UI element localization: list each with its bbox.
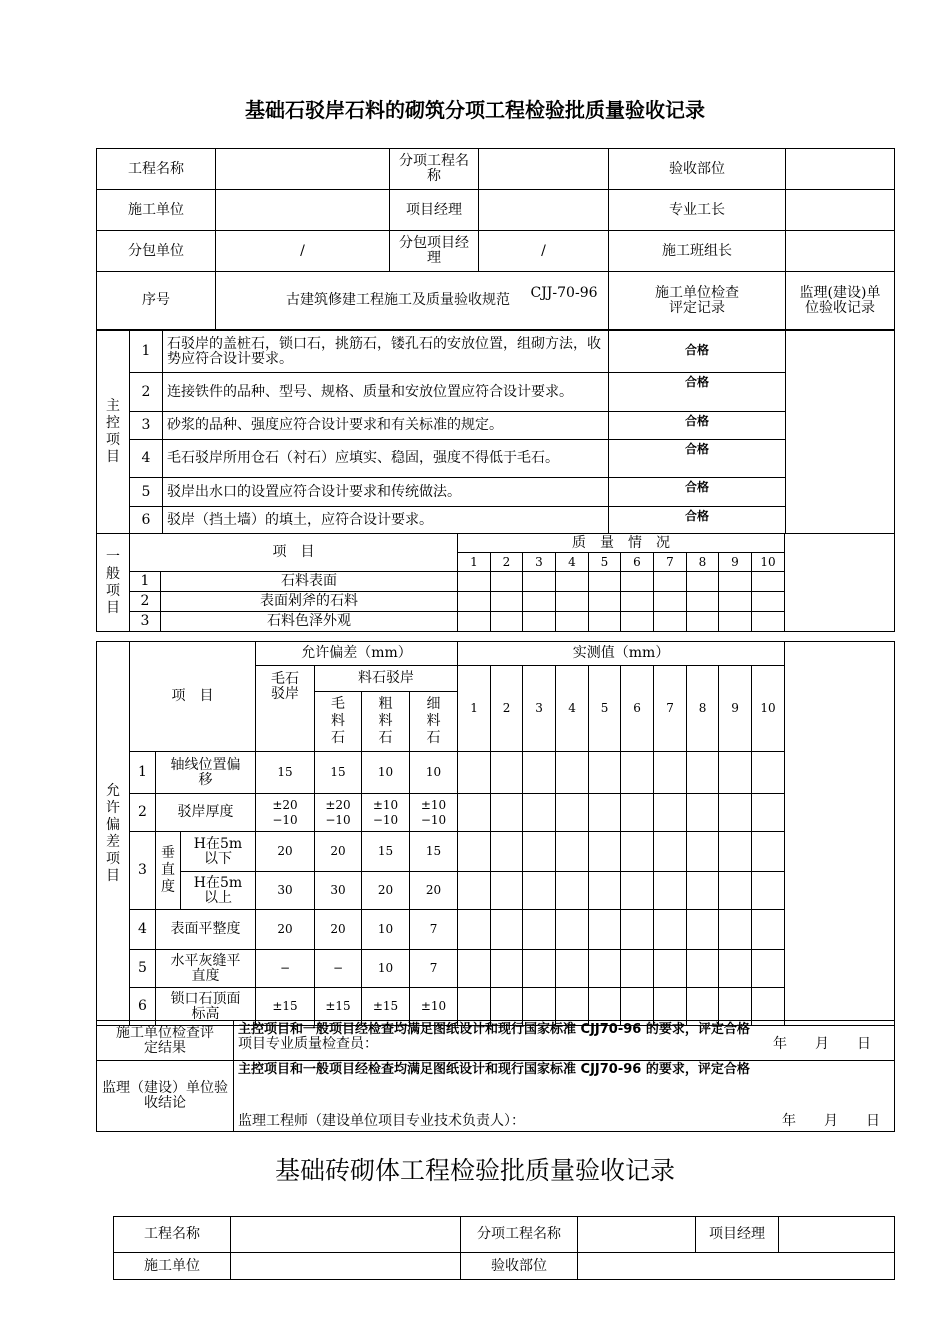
tolerance-v1: 20 — [256, 910, 315, 950]
quality-label: 质 量 情 况 — [458, 534, 785, 553]
standard-header — [216, 272, 609, 330]
project-manager-label: 项目经理 — [390, 190, 479, 231]
measured-col: 8 — [687, 666, 719, 752]
measured-col: 7 — [654, 666, 687, 752]
fine-label: 细料石 — [410, 692, 458, 752]
second-acceptance-part-value[interactable] — [578, 1253, 895, 1280]
tolerance-table — [96, 641, 895, 1026]
tolerance-v2: ±20 −10 — [315, 794, 362, 832]
main-item-text: 毛石驳岸所用仓石（衬石）应填实、稳固，强度不得低于毛石。 — [163, 440, 609, 478]
main-item-no: 4 — [130, 440, 163, 478]
quality-col: 3 — [523, 553, 556, 572]
main-control-table — [96, 330, 895, 534]
allow-label: 允许偏差（mm） — [256, 642, 458, 666]
tolerance-row-no: 4 — [130, 910, 156, 950]
tolerance-label: 允许偏差项目 — [97, 642, 130, 1026]
general-item-no: 3 — [130, 612, 161, 632]
tolerance-v1: ±15 — [256, 988, 315, 1026]
quality-col: 7 — [654, 553, 687, 572]
tolerance-row-no: 6 — [130, 988, 156, 1026]
vertical-label: 垂直度 — [156, 832, 181, 910]
general-supervision-record[interactable] — [785, 534, 895, 632]
supervision-result-label: 监理（建设）单位验收结论 — [97, 1061, 234, 1132]
construction-check-label: 施工单位检查评定记录 — [609, 272, 786, 330]
quality-col: 8 — [687, 553, 719, 572]
tolerance-v4: ±10 −10 — [410, 794, 458, 832]
sub-project-value[interactable] — [479, 149, 609, 190]
tolerance-row-name: 水平灰缝平直度 — [156, 950, 256, 988]
quality-col: 9 — [719, 553, 752, 572]
tolerance-v3: 20 — [362, 872, 410, 910]
tolerance-v4: 7 — [410, 910, 458, 950]
main-item-no: 2 — [130, 373, 163, 412]
second-acceptance-part-label: 验收部位 — [461, 1253, 578, 1280]
project-name-value[interactable] — [216, 149, 390, 190]
general-label: 一般项目 — [97, 534, 130, 632]
tolerance-v3: 10 — [362, 950, 410, 988]
tolerance-v2: 15 — [315, 752, 362, 794]
subcontract-manager-value[interactable]: / — [479, 231, 609, 272]
second-construction-unit-value[interactable] — [231, 1253, 461, 1280]
tolerance-item-label: 项 目 — [130, 642, 256, 752]
professional-foreman-label: 专业工长 — [609, 190, 786, 231]
main-supervision-record[interactable] — [786, 331, 895, 534]
main-item-no: 1 — [130, 331, 163, 373]
main-item-no: 3 — [130, 412, 163, 440]
tolerance-row-no: 3 — [130, 832, 156, 910]
tolerance-v4: 20 — [410, 872, 458, 910]
tolerance-v3: ±15 — [362, 988, 410, 1026]
second-project-manager-value[interactable] — [779, 1217, 895, 1253]
tolerance-v4: 10 — [410, 752, 458, 794]
construction-date: 年 月 日 — [773, 1036, 871, 1052]
tolerance-v1: ±20 −10 — [256, 794, 315, 832]
tolerance-v2: 20 — [315, 910, 362, 950]
quality-col: 6 — [621, 553, 654, 572]
tolerance-v4: 15 — [410, 832, 458, 872]
team-leader-value[interactable] — [786, 231, 895, 272]
measured-label: 实测值（mm） — [458, 642, 785, 666]
supervision-result-text: 主控项目和一般项目经检查均满足图纸设计和现行国家标准 CJJ70-96 的要求，评定合格 — [238, 1062, 750, 1077]
tolerance-v2: 20 — [315, 832, 362, 872]
main-item-no: 6 — [130, 507, 163, 534]
subcontract-unit-label: 分包单位 — [97, 231, 216, 272]
tolerance-row-name: 轴线位置偏移 — [156, 752, 256, 794]
quality-col: 2 — [491, 553, 523, 572]
tolerance-v4: 7 — [410, 950, 458, 988]
second-table — [113, 1216, 895, 1280]
main-item-no: 5 — [130, 478, 163, 507]
second-sub-project-value[interactable] — [578, 1217, 696, 1253]
construction-unit-value[interactable] — [216, 190, 390, 231]
second-project-name-value[interactable] — [231, 1217, 461, 1253]
tolerance-row-name: 驳岸厚度 — [156, 794, 256, 832]
tolerance-v1: 30 — [256, 872, 315, 910]
standard-label: 古建筑修建工程施工及质量验收规范 — [286, 292, 510, 308]
tolerance-v3: ±10 −10 — [362, 794, 410, 832]
sub-project-label: 分项工程名称 — [390, 149, 479, 190]
result-table — [96, 1020, 895, 1132]
team-leader-label: 施工班组长 — [609, 231, 786, 272]
tolerance-v2: − — [315, 950, 362, 988]
main-item-text: 连接铁件的品种、型号、规格、质量和安放位置应符合设计要求。 — [163, 373, 609, 412]
tolerance-row-name: H在5m以下 — [181, 832, 256, 872]
tolerance-v3: 10 — [362, 752, 410, 794]
supervision-result-cell[interactable] — [234, 1061, 895, 1132]
measured-col: 1 — [458, 666, 491, 752]
construction-result-text: 主控项目和一般项目经检查均满足图纸设计和现行国家标准 CJJ70-96 的要求，评定合格 — [238, 1022, 750, 1037]
tolerance-v3: 10 — [362, 910, 410, 950]
tolerance-v2: 30 — [315, 872, 362, 910]
coarse2-label: 粗料石 — [362, 692, 410, 752]
quality-col: 5 — [589, 553, 621, 572]
tolerance-v1: 20 — [256, 832, 315, 872]
acceptance-part-value[interactable] — [786, 149, 895, 190]
supervisor-label: 监理工程师（建设单位项目专业技术负责人）： — [238, 1113, 525, 1129]
quality-col: 10 — [752, 553, 785, 572]
main-item-text: 驳岸出水口的设置应符合设计要求和传统做法。 — [163, 478, 609, 507]
construction-result-cell[interactable] — [234, 1021, 895, 1061]
tolerance-row-no: 1 — [130, 752, 156, 794]
main-item-result[interactable]: 合格 — [609, 373, 786, 412]
tolerance-v3: 15 — [362, 832, 410, 872]
tolerance-row-no: 5 — [130, 950, 156, 988]
measured-col: 10 — [752, 666, 785, 752]
main-item-result[interactable]: 合格 — [609, 478, 786, 507]
measured-col: 2 — [491, 666, 523, 752]
page-title: 基础石驳岸石料的砌筑分项工程检验批质量验收记录 — [245, 98, 705, 122]
coarse1-label: 毛料石 — [315, 692, 362, 752]
tolerance-v1: − — [256, 950, 315, 988]
main-item-text: 石驳岸的盖桩石，锁口石，挑筋石，镂孔石的安放位置，组砌方法，收势应符合设计要求。 — [163, 331, 609, 373]
general-item-text: 表面剁斧的石料 — [161, 592, 458, 612]
measured-col: 4 — [556, 666, 589, 752]
header-table — [96, 148, 895, 330]
supervision-check-label: 监理(建设)单位验收记录 — [786, 272, 895, 330]
measured-col: 9 — [719, 666, 752, 752]
subcontract-unit-value[interactable]: / — [216, 231, 390, 272]
professional-foreman-value[interactable] — [786, 190, 895, 231]
acceptance-part-label: 验收部位 — [609, 149, 786, 190]
rubble-label: 毛石驳岸 — [256, 666, 315, 752]
second-sub-project-label: 分项工程名称 — [461, 1217, 578, 1253]
project-name-label: 工程名称 — [97, 149, 216, 190]
main-item-text: 驳岸（挡土墙）的填土，应符合设计要求。 — [163, 507, 609, 534]
inspector-label: 项目专业质量检查员： — [238, 1036, 378, 1052]
measured-col: 3 — [523, 666, 556, 752]
general-item-text: 石料表面 — [161, 572, 458, 592]
measured-col: 5 — [589, 666, 621, 752]
general-item-label: 项 目 — [130, 534, 458, 572]
tolerance-v4: ±10 — [410, 988, 458, 1026]
general-item-no: 2 — [130, 592, 161, 612]
supervision-date: 年 月 日 — [782, 1113, 880, 1129]
main-item-result[interactable]: 合格 — [609, 440, 786, 478]
standard-code: CJJ-70-96 — [530, 285, 598, 301]
second-project-name-label: 工程名称 — [114, 1217, 231, 1253]
tolerance-row-name: 锁口石顶面标高 — [156, 988, 256, 1026]
tolerance-v1: 15 — [256, 752, 315, 794]
general-item-text: 石料色泽外观 — [161, 612, 458, 632]
tolerance-row-no: 2 — [130, 794, 156, 832]
general-item-no: 1 — [130, 572, 161, 592]
tolerance-row-name: 表面平整度 — [156, 910, 256, 950]
seq-label: 序号 — [97, 272, 216, 330]
construction-unit-label: 施工单位 — [97, 190, 216, 231]
project-manager-value[interactable] — [479, 190, 609, 231]
main-control-label: 主控项目 — [97, 331, 130, 534]
construction-result-label: 施工单位检查评定结果 — [97, 1021, 234, 1061]
main-item-result[interactable]: 合格 — [609, 507, 786, 534]
quality-col: 4 — [556, 553, 589, 572]
general-table — [96, 533, 895, 632]
main-item-text: 砂浆的品种、强度应符合设计要求和有关标准的规定。 — [163, 412, 609, 440]
second-construction-unit-label: 施工单位 — [114, 1253, 231, 1280]
second-project-manager-label: 项目经理 — [696, 1217, 779, 1253]
tolerance-row-name: H在5m以上 — [181, 872, 256, 910]
tolerance-supervision-record[interactable] — [785, 642, 895, 1026]
main-item-result[interactable]: 合格 — [609, 412, 786, 440]
second-title: 基础砖砌体工程检验批质量验收记录 — [274, 1156, 675, 1185]
quality-col: 1 — [458, 553, 491, 572]
ashlar-label: 料石驳岸 — [315, 666, 458, 692]
measured-col: 6 — [621, 666, 654, 752]
main-item-result[interactable]: 合格 — [609, 331, 786, 373]
tolerance-v2: ±15 — [315, 988, 362, 1026]
subcontract-manager-label: 分包项目经理 — [390, 231, 479, 272]
